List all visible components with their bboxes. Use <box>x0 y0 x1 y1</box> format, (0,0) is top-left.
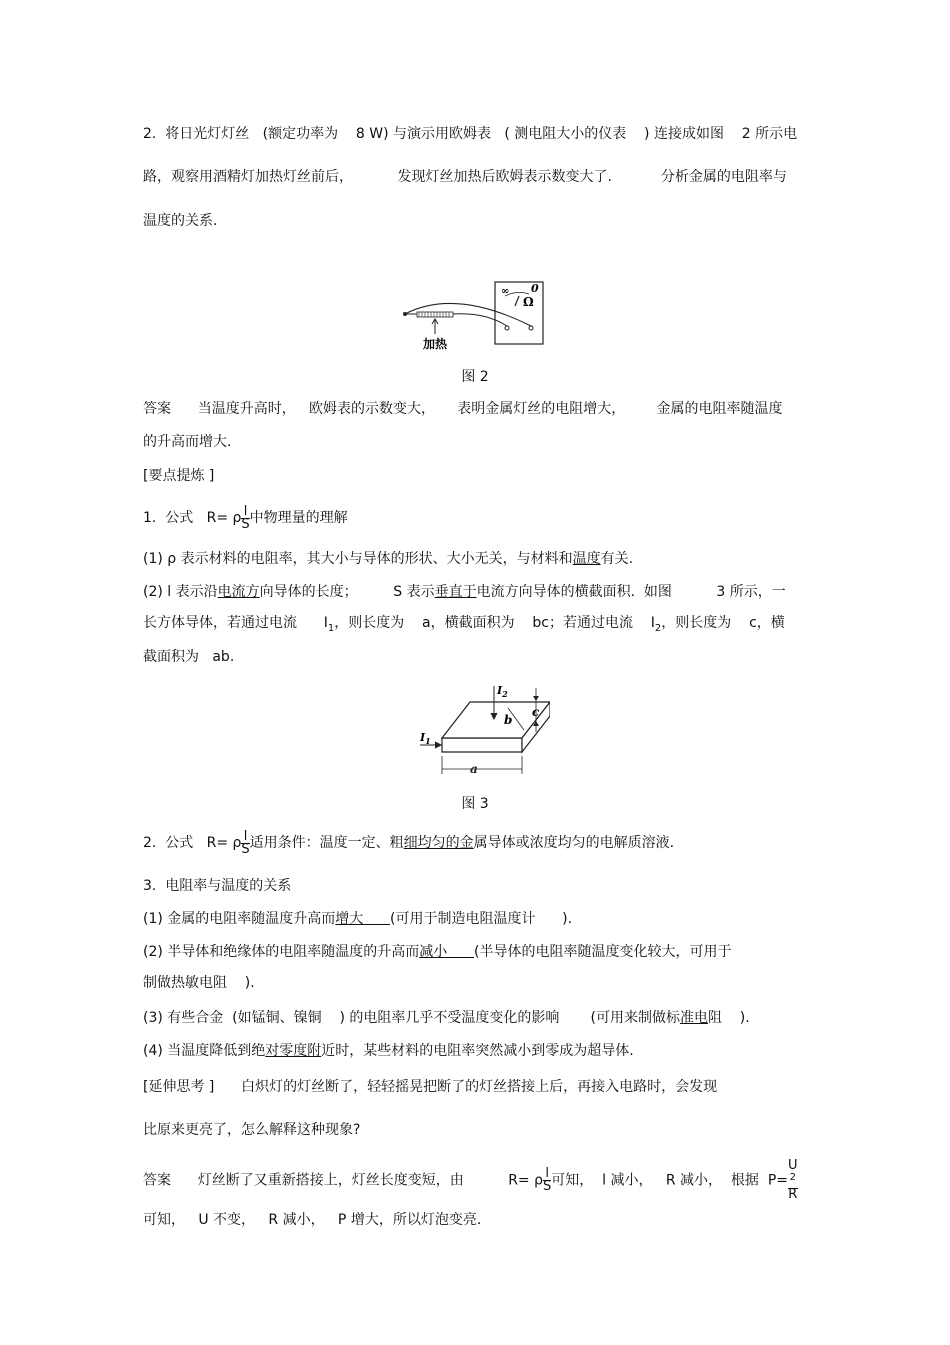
zero-mark: 0 <box>531 282 539 295</box>
infinity-mark: ∞ <box>501 286 510 297</box>
key-point-1-length-line-3: 截面积为 ab. <box>143 649 235 665</box>
key-point-1-length-line-2: 长方体导体，若通过电流 $I_1$，则长度为 a，横截面积为 bc；若通过电流 $I_2$，则长度为 c，横 <box>143 615 785 634</box>
key-point-3-line-4: (4) 当温度降低到绝对零度附近时，某些材料的电阻率突然减小到零成为超导体. <box>143 1043 634 1059</box>
filament-coil <box>417 312 453 317</box>
figure-3-block <box>410 678 550 778</box>
meter-needle <box>515 296 519 306</box>
key-point-1-length-line-1: (2) l 表示沿电流方向导体的长度； S 表示垂直于电流方向导体的横截面积. 如图 3 所示，一 <box>143 584 786 600</box>
answer-1-line-1: 答案 当温度升高时， 欧姆表的示数变大， 表明金属灯丝的电阻增大， 金属的电阻率随温度 <box>143 401 783 417</box>
question-2-line-3: 温度的关系. <box>143 213 218 229</box>
extend-answer-line-1: 答案 灯丝断了又重新搭接上，灯丝长度变短，由 R= ρ $\frac{l}{S}$ 可知， l 减小， R 减小， 根据 P= U $^2$ R <box>143 1158 798 1203</box>
label-a: a <box>470 762 478 776</box>
current-i1-arrow-icon <box>435 742 441 748</box>
extend-answer-line-2: 可知， U 不变， R 减小， P 增大，所以灯泡变亮. <box>143 1212 482 1228</box>
figure-2-circuit <box>395 278 555 356</box>
key-point-3-line-3: (3) 有些合金 (如锰铜、镍铜 ) 的电阻率几乎不受温度变化的影响 (可用来制做标准电阻 ). <box>143 1010 750 1026</box>
label-c: c <box>532 705 540 719</box>
extend-thinking-line-2: 比原来更亮了，怎么解释这种现象? <box>143 1122 361 1138</box>
key-point-3-line-2b: 制做热敏电阻 ). <box>143 975 255 991</box>
key-point-1-heading: 1. 公式 R= ρ $\frac{l}{S}$ 中物理量的理解 <box>143 503 348 532</box>
answer-1-line-2: 的升高而增大. <box>143 434 232 450</box>
key-point-3-line-1: (1) 金属的电阻率随温度升高而增大 (可用于制造电阻温度计 ). <box>143 911 573 927</box>
question-2-line-2: 路，观察用酒精灯加热灯丝前后， 发现灯丝加热后欧姆表示数变大了. 分析金属的电阻率与 <box>143 169 787 185</box>
key-points-heading: [要点提炼 ] <box>143 468 215 484</box>
key-point-3-heading: 3. 电阻率与温度的关系 <box>143 878 292 894</box>
block-front-face <box>442 738 522 752</box>
heat-label: 加热 <box>423 337 448 351</box>
extend-thinking-line-1: [延伸思考 ] 白炽灯的灯丝断了，轻轻摇晃把断了的灯丝搭接上后，再接入电路时，会发现 <box>143 1079 718 1095</box>
omega-mark: Ω <box>523 295 534 309</box>
key-point-2: 2. 公式 R= ρ $\frac{l}{S}$ 适用条件：温度一定、粗细均匀的金属导体或浓度均匀的电解质溶液. <box>143 828 675 857</box>
key-point-3-line-2: (2) 半导体和绝缘体的电阻率随温度的升高而减小 (半导体的电阻率随温度变化较大，可用于 <box>143 944 732 960</box>
question-2-line-1: 2. 将日光灯灯丝 (额定功率为 8 W) 与演示用欧姆表 ( 测电阻大小的仪表 ) 连接成如图 2 所示电 <box>143 126 798 142</box>
label-i2: $I_2$ <box>497 684 508 699</box>
label-b: b <box>504 713 513 727</box>
key-point-1-rho: (1) ρ 表示材料的电阻率，其大小与导体的形状、大小无关，与材料和温度有关. <box>143 551 634 567</box>
label-i1: $I_1$ <box>420 731 431 746</box>
figure-3-caption: 图 3 <box>461 796 489 812</box>
figure-2-caption: 图 2 <box>461 369 489 385</box>
